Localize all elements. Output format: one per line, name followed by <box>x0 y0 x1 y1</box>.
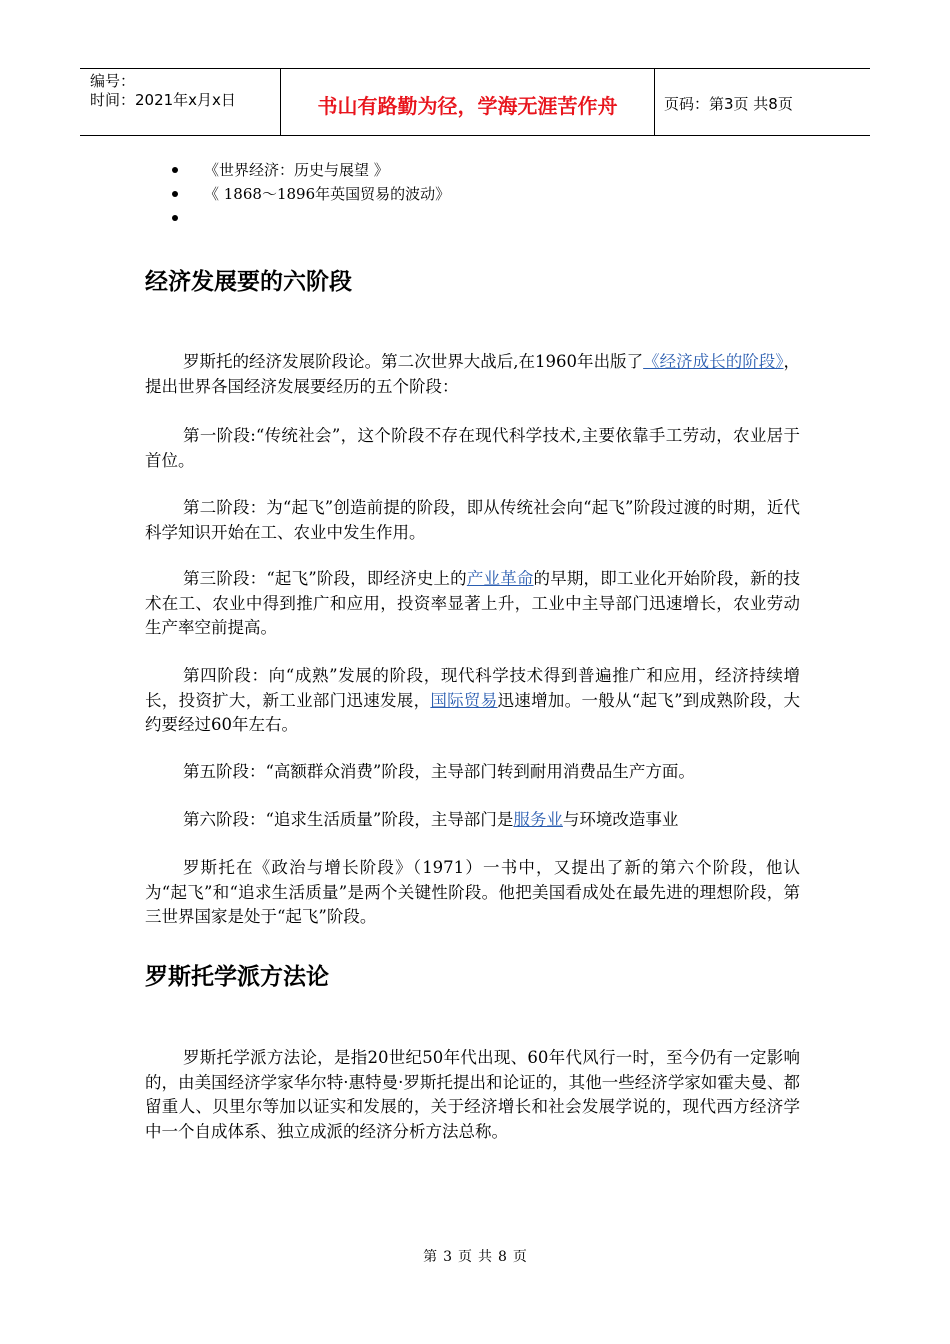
document-time-label: 时间：2021年x月x日 <box>90 91 236 109</box>
list-item: 《 1868～1896年英国贸易的波动》 <box>172 182 450 206</box>
link-service-industry[interactable]: 服务业 <box>513 810 563 829</box>
paragraph: 第二阶段：为“起飞”创造前提的阶段，即从传统社会向“起飞”阶段过渡的时期，近代科学知识开始在工、农业中发生作用。 <box>145 498 800 542</box>
bullet-icon <box>172 215 178 221</box>
paragraph: 罗斯托的经济发展阶段论。第二次世界大战后,在1960年出版了《经济成长的阶段》，提出世界各国经济发展要经历的五个阶段： <box>145 352 801 396</box>
list-item <box>172 206 450 230</box>
bullet-icon <box>172 167 178 173</box>
bullet-icon <box>172 191 178 197</box>
link-international-trade[interactable]: 国际贸易 <box>430 690 498 710</box>
header-meta <box>80 69 281 135</box>
paragraph: 第六阶段：“追求生活质量”阶段，主导部门是服务业与环境改造事业 <box>183 810 679 829</box>
reference-list <box>172 158 450 230</box>
header-motto: 书山有路勤为径，学海无涯苦作舟 <box>281 69 655 135</box>
paragraph: 第三阶段：“起飞”阶段，即经济史上的产业革命的早期，即工业化开始阶段，新的技术在工、农业中得到推广和应用，投资率显著上升，工业中主导部门迅速增长，农业劳动生产率空前提高。 <box>145 569 801 637</box>
link-book-stages[interactable]: 《经济成长的阶段》 <box>643 352 784 371</box>
paragraph: 第一阶段:“传统社会”，这个阶段不存在现代科学技术,主要依靠手工劳动，农业居于首位。 <box>145 426 800 470</box>
page-header <box>80 68 870 136</box>
footer-total-pages: 8 <box>498 1249 507 1265</box>
link-industrial-revolution[interactable]: 产业革命 <box>466 569 534 588</box>
footer-page-number: 3 <box>443 1249 452 1265</box>
paragraph: 罗斯托在《政治与增长阶段》（1971）一书中，又提出了新的第六个阶段，他认为“起飞”和“追求生活质量”是两个关键性阶段。他把美国看成处在最先进的理想阶段，第三世界国家是处于“起飞”阶段。 <box>145 858 800 926</box>
header-page-info: 页码：第3页 共8页 <box>664 94 793 113</box>
paragraph: 第五阶段：“高额群众消费”阶段，主导部门转到耐用消费品生产方面。 <box>183 762 695 781</box>
list-item: 《世界经济：历史与展望 》 <box>172 158 450 182</box>
paragraph: 罗斯托学派方法论，是指20世纪50年代出现、60年代风行一时，至今仍有一定影响的，由美国经济学家华尔特·惠特曼·罗斯托提出和论证的，其他一些经济学家如霍夫曼、都留重人、贝里尔等加以证实和发展的，关于经济增长和社会发展学说的，现代西方经济学中一个自成体系、独立成派的经济分析方法总称。 <box>145 1048 800 1141</box>
document-number-label: 编号： <box>90 72 136 90</box>
page-footer: 第 3 页 共 8 页 <box>423 1249 527 1265</box>
paragraph: 第四阶段：向“成熟”发展的阶段，现代科学技术得到普遍推广和应用，经济持续增长，投资扩大，新工业部门迅速发展，国际贸易迅速增加。一般从“起飞”到成熟阶段，大约要经过60年左右。 <box>145 666 801 734</box>
section-heading-six-stages: 经济发展要的六阶段 <box>145 269 352 295</box>
section-heading-rostow-methodology: 罗斯托学派方法论 <box>145 964 329 990</box>
